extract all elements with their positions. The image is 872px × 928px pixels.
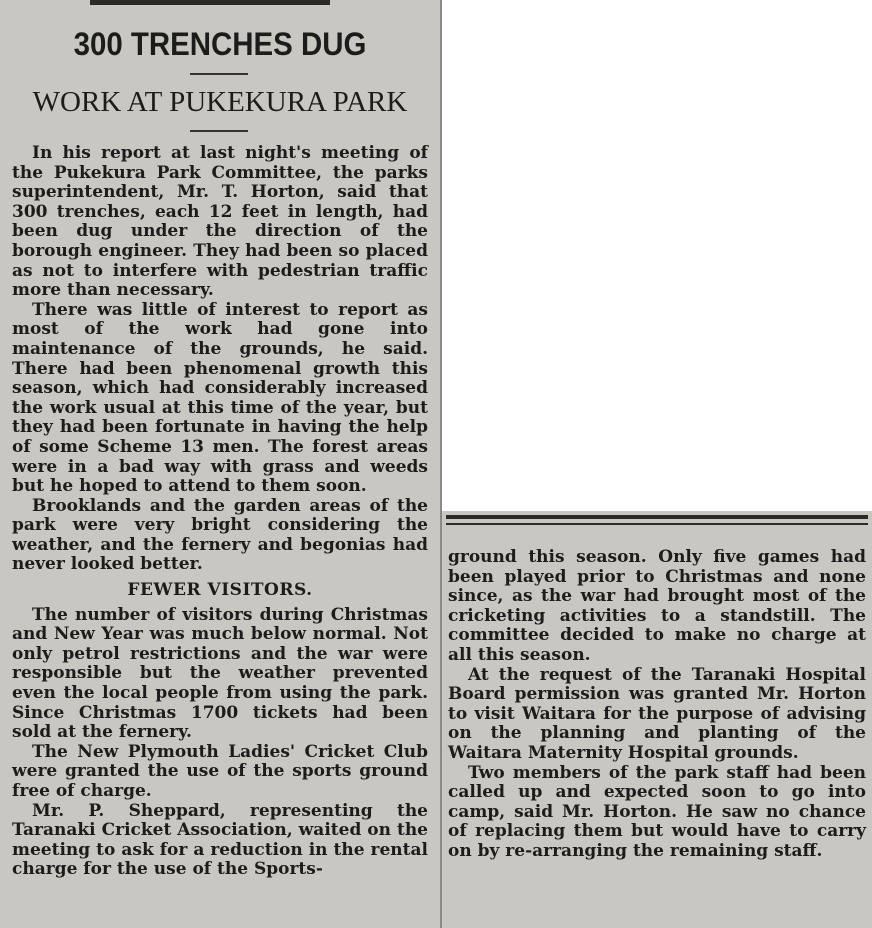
column-rule-thin [446,523,868,525]
paragraph: ground this season. Only five games had been played prior to Christmas and none since, as the war had brought most of the cricketing activities to a standstill. The committee decided to make no charge at all this season. [448,547,866,665]
headline: 300 TRENCHES DUG [73,26,367,62]
column-rule-thick [446,515,868,519]
paragraph: Brooklands and the garden areas of the park were very bright considering the weather, and the fernery and begonias had never looked better. [12,495,428,575]
paragraph: In his report at last night's meeting of the Pukekura Park Committee, the parks superintendent, Mr. T. Horton, said that 300 trenches, each 12 feet in length, had been dug under the direction of the borough engineer. They had been so placed as not to interfere with pedestrian traffic more than necessary. [12,143,428,301]
subheadline-divider [190,130,248,132]
top-rule [90,0,330,5]
paragraph: Mr. P. Sheppard, representing the Taranaki Cricket Association, waited on the meeting to ask for a reduction in the rental charge for the use of the Sports- [12,800,428,880]
headline-divider [190,73,248,75]
article-body-left [12,144,428,880]
paragraph: At the request of the Taranaki Hospital Board permission was granted Mr. Horton to visit Waitara for the purpose of advising on the planning and planting of the Waitara Maternity Hospital grounds. [448,664,866,763]
paragraph: The number of visitors during Christmas and New Year was much below normal. Not only petrol restrictions and the war were responsible but the weather prevented even the local people from using the park. Since Christmas 1700 tickets had been sold at the fernery. [12,604,428,743]
paragraph: The New Plymouth Ladies' Cricket Club were granted the use of the sports ground free of charge. [12,741,428,801]
section-heading: FEWER VISITORS. [127,580,313,601]
article-body-right [448,548,866,862]
subheadline: WORK AT PUKEKURA PARK [32,86,408,118]
paragraph: There was little of interest to report as most of the work had gone into maintenance of the grounds, he said. There had been phenomenal growth this season, which had considerably increased the work usual at this time of the year, but they had been fortunate in having the help of some Scheme 13 men. The forest areas were in a bad way with grass and weeds but he hoped to attend to them soon. [12,299,428,497]
paragraph: Two members of the park staff had been called up and expected soon to go into camp, said Mr. Horton. He saw no chance of replacing them but would have to carry on by re-arranging the remaining staff. [448,762,866,861]
